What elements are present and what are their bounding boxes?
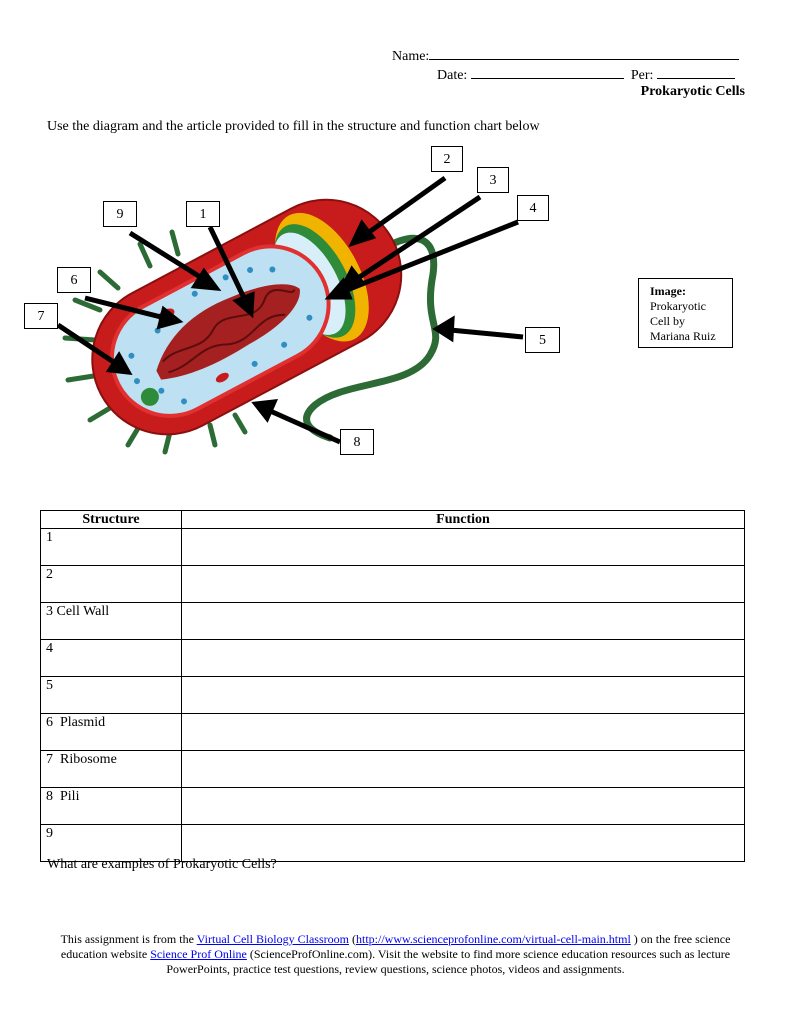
table-row [41, 751, 745, 788]
table-row [41, 566, 745, 603]
name-line [392, 47, 739, 65]
structure-header: Structure [41, 511, 182, 529]
name-label: Name: [392, 49, 430, 64]
table-row [41, 677, 745, 714]
table-row [41, 603, 745, 640]
function-cell[interactable] [182, 640, 745, 677]
virtual-cell-url-link[interactable]: http://www.scienceprofonline.com/virtual-cell-main.html [355, 932, 631, 946]
footer-text-3: ) on the free science education website [60, 932, 731, 961]
date-per-line [437, 66, 735, 84]
label-box-5: 5 [525, 327, 560, 353]
function-cell[interactable] [182, 566, 745, 603]
image-credit-label: Image: [650, 284, 686, 298]
date-label: Date: [437, 68, 468, 83]
structure-cell: 1 [41, 529, 182, 566]
label-box-8: 8 [340, 429, 374, 455]
function-cell[interactable] [182, 751, 745, 788]
function-cell[interactable] [182, 714, 745, 751]
label-box-2: 2 [431, 146, 463, 172]
function-cell[interactable] [182, 825, 745, 862]
label-box-7: 7 [24, 303, 58, 329]
label-box-1: 1 [186, 201, 220, 227]
footer-text-1: This assignment is from the [60, 932, 197, 946]
name-blank[interactable] [429, 47, 739, 60]
table-header-row [41, 511, 745, 529]
function-cell[interactable] [182, 677, 745, 714]
structure-cell: 9 [41, 825, 182, 862]
structure-cell: 5 [41, 677, 182, 714]
image-credit-line3: Mariana Ruiz [650, 329, 716, 343]
function-cell[interactable] [182, 529, 745, 566]
structure-function-table [40, 510, 745, 862]
examples-question: What are examples of Prokaryotic Cells? [47, 857, 277, 872]
virtual-cell-classroom-link[interactable]: Virtual Cell Biology Classroom [196, 932, 349, 946]
structure-cell: 7 Ribosome [41, 751, 182, 788]
page-title: Prokaryotic Cells [640, 84, 745, 99]
table-row [41, 788, 745, 825]
image-credit-line2: Cell by [650, 314, 685, 328]
function-cell[interactable] [182, 788, 745, 825]
table-row [41, 640, 745, 677]
table-row [41, 529, 745, 566]
footer-text-4: (ScienceProfOnline.com). Visit the website to find more science education resources such as lecture PowerPoints, practice test questions, review questions, science photos, videos and assignments. [166, 947, 731, 976]
per-label: Per: [630, 68, 654, 83]
structure-cell: 2 [41, 566, 182, 603]
label-box-4: 4 [517, 195, 549, 221]
label-box-3: 3 [477, 167, 509, 193]
function-header: Function [182, 511, 745, 529]
table-row [41, 825, 745, 862]
science-prof-online-link[interactable]: Science Prof Online [150, 947, 247, 961]
structure-cell: 8 Pili [41, 788, 182, 825]
image-credit-line1: Prokaryotic [650, 299, 706, 313]
structure-cell: 3 Cell Wall [41, 603, 182, 640]
footer [40, 932, 751, 977]
per-blank[interactable] [657, 66, 735, 79]
function-cell[interactable] [182, 603, 745, 640]
label-box-9: 9 [103, 201, 137, 227]
image-credit-box [638, 278, 733, 348]
table-row [41, 714, 745, 751]
instructions: Use the diagram and the article provided to fill in the structure and function chart below [47, 119, 540, 134]
structure-cell: 4 [41, 640, 182, 677]
label-box-6: 6 [57, 267, 91, 293]
date-blank[interactable] [471, 66, 624, 79]
footer-text-2: ( [348, 932, 356, 946]
structure-cell: 6 Plasmid [41, 714, 182, 751]
